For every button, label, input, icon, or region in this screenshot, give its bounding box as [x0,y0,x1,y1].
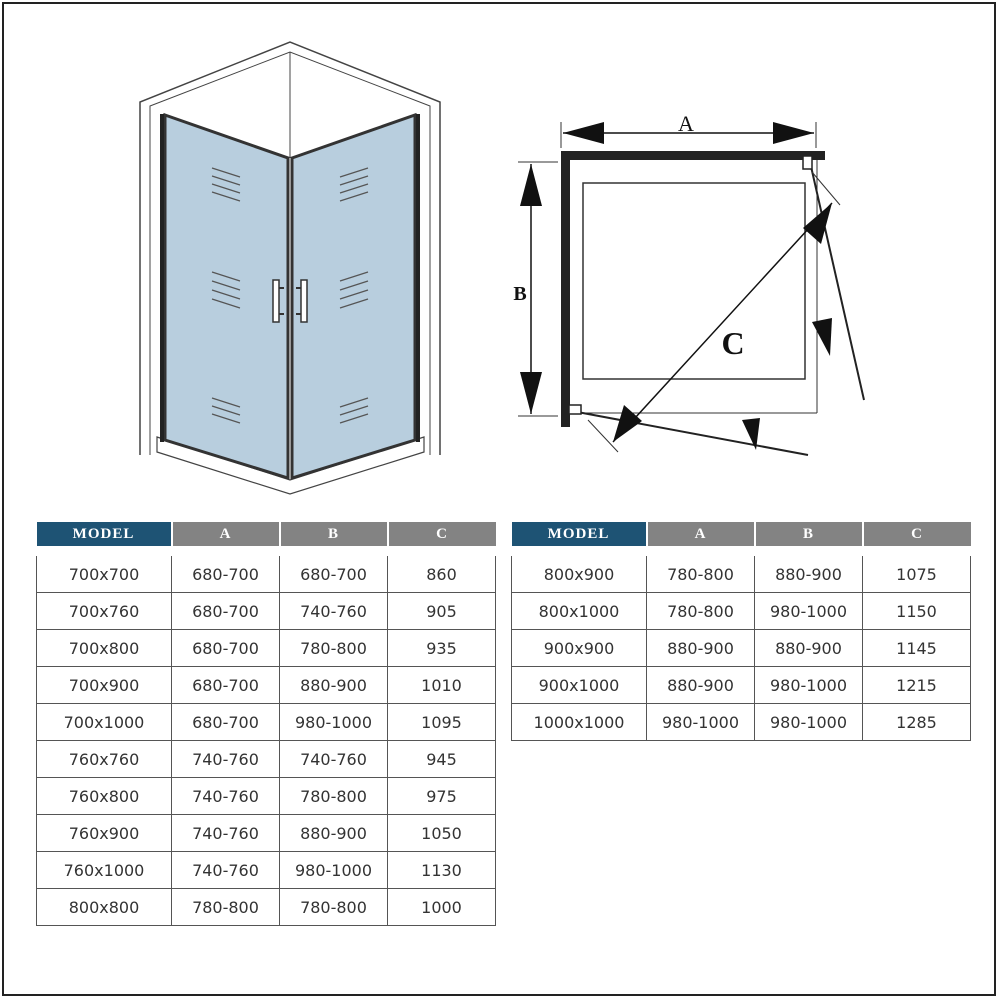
table-row [37,630,496,667]
table-cell: 880-900 [755,551,863,593]
table-cell: 880-900 [755,630,863,667]
table-cell: 680-700 [172,630,280,667]
door-handles [273,280,307,322]
table-cell: 1000 [388,889,496,926]
table-cell: 780-800 [172,889,280,926]
table-cell: 1075 [863,551,971,593]
table-cell: 760x800 [37,778,172,815]
table-cell: 1215 [863,667,971,704]
table-cell: 740-760 [172,815,280,852]
table-row [512,630,971,667]
plan-view-diagram [513,111,864,455]
table-cell: 740-760 [172,778,280,815]
table-cell: 1130 [388,852,496,889]
table-cell: 740-760 [280,593,388,630]
label-c: C [721,325,745,361]
shower-enclosure-drawing [140,42,440,494]
table-cell: 780-800 [280,889,388,926]
table-row [37,741,496,778]
table-row [512,704,971,741]
table-cell: 1010 [388,667,496,704]
table-cell: 1095 [388,704,496,741]
table-cell: 800x800 [37,889,172,926]
table-cell: 700x760 [37,593,172,630]
table-cell: 740-760 [172,852,280,889]
table-cell: 800x1000 [512,593,647,630]
right-glass-panel [292,115,415,478]
swing-arrow-right [812,318,832,356]
side-wall [561,151,570,427]
table-row [37,704,496,741]
table-cell: 700x700 [37,551,172,593]
tray-outline [583,183,805,379]
table-cell: 860 [388,551,496,593]
table-header-row [37,522,496,551]
table-cell: 700x800 [37,630,172,667]
back-wall [561,151,825,160]
table-cell: 680-700 [280,551,388,593]
column-header-b: B [280,522,388,551]
table-cell: 800x900 [512,551,647,593]
table-cell: 680-700 [172,667,280,704]
table-cell: 980-1000 [280,852,388,889]
table-row [37,778,496,815]
table-cell: 680-700 [172,593,280,630]
table-cell: 780-800 [280,630,388,667]
column-header-c: C [863,522,971,551]
table-row [37,852,496,889]
size-table-left [36,522,496,926]
table-cell: 975 [388,778,496,815]
table-row [37,593,496,630]
table-row [37,815,496,852]
table-cell: 935 [388,630,496,667]
table-cell: 780-800 [647,593,755,630]
table-cell: 980-1000 [755,667,863,704]
table-cell: 1285 [863,704,971,741]
table-cell: 780-800 [280,778,388,815]
table-header-row [512,522,971,551]
table-cell: 700x1000 [37,704,172,741]
table-cell: 1050 [388,815,496,852]
table-cell: 740-760 [280,741,388,778]
table-cell: 900x900 [512,630,647,667]
column-header-c: C [388,522,496,551]
table-cell: 680-700 [172,704,280,741]
table-cell: 760x900 [37,815,172,852]
table-cell: 880-900 [647,667,755,704]
table-cell: 780-800 [647,551,755,593]
table-cell: 880-900 [280,815,388,852]
table-cell: 900x1000 [512,667,647,704]
column-header-a: A [647,522,755,551]
table-cell: 980-1000 [647,704,755,741]
table-cell: 1150 [863,593,971,630]
dimension-c-line [613,203,832,442]
table-cell: 740-760 [172,741,280,778]
table-row [37,889,496,926]
table-row [512,593,971,630]
column-header-a: A [172,522,280,551]
table-cell: 980-1000 [755,704,863,741]
table-cell: 700x900 [37,667,172,704]
table-cell: 1000x1000 [512,704,647,741]
table-row [37,551,496,593]
table-cell: 680-700 [172,551,280,593]
table-cell: 945 [388,741,496,778]
table-cell: 1145 [863,630,971,667]
table-cell: 905 [388,593,496,630]
table-cell: 760x1000 [37,852,172,889]
table-row [512,667,971,704]
table-cell: 760x760 [37,741,172,778]
table-cell: 980-1000 [755,593,863,630]
table-row [512,551,971,593]
label-a: A [678,111,694,136]
table-row [37,667,496,704]
table-cell: 980-1000 [280,704,388,741]
column-header-model: MODEL [37,522,172,551]
column-header-model: MODEL [512,522,647,551]
left-glass-panel [165,115,288,478]
column-header-b: B [755,522,863,551]
label-b: B [513,283,527,305]
size-table-right [511,522,971,741]
table-cell: 880-900 [647,630,755,667]
table-cell: 880-900 [280,667,388,704]
